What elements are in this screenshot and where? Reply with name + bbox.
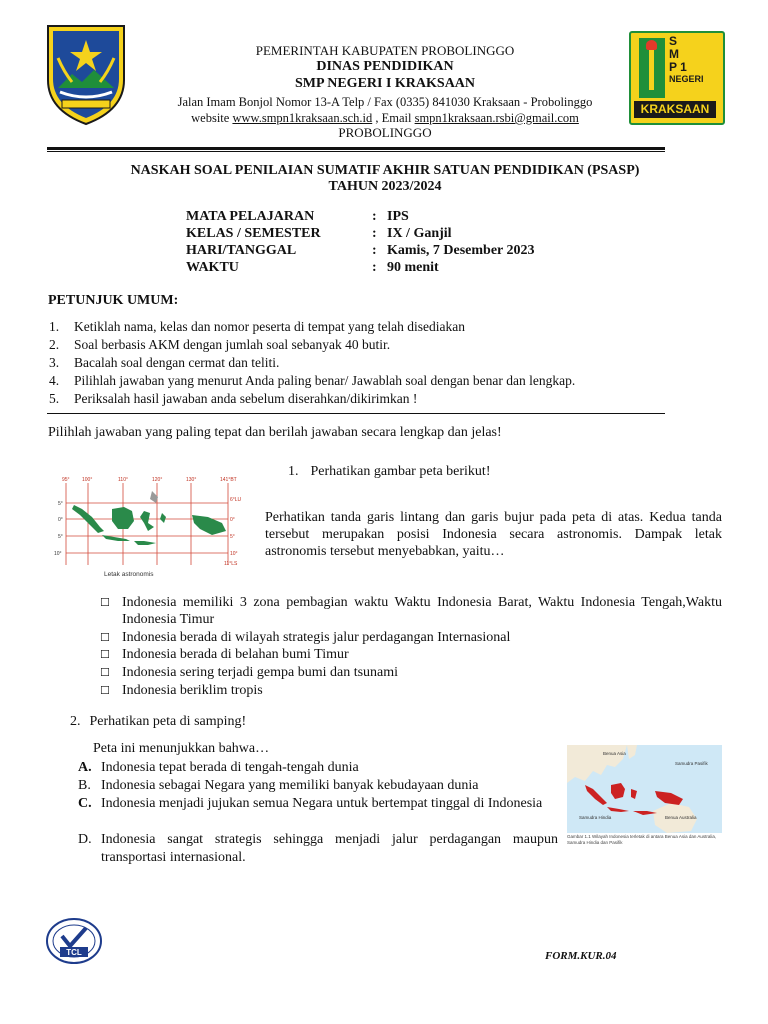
q2-region-map (567, 745, 722, 851)
meta-key: KELAS / SEMESTER (186, 226, 321, 241)
logo-number-1: 1 (680, 60, 687, 74)
q2-number: 2. (70, 714, 81, 729)
q1-option-text: Indonesia sering terjadi gempa bumi dan tsunami (122, 665, 399, 680)
q1-option[interactable] (100, 646, 722, 663)
q1-option[interactable] (100, 682, 722, 699)
meta-key: MATA PELAJARAN (186, 209, 315, 224)
q2-option-letter: A. (78, 760, 92, 775)
map-lat-label: 6°LU (230, 497, 242, 503)
q2-map-caption: Gambar 1.1 Wilayah Indonesia terletak di antara Benua Asia dan Australia, Samudra Hindia dan Pasifik (567, 834, 717, 845)
q2-option-text: Indonesia tepat berada di tengah-tengah dunia (101, 760, 359, 775)
map-lat-label: 0° (230, 517, 235, 523)
logo-negeri-text: NEGERI (669, 74, 704, 84)
instruction-num: 2. (49, 337, 60, 352)
q2-prompt-text: Perhatikan peta di samping! (89, 714, 247, 729)
q2-option-text: Indonesia sebagai Negara yang memiliki banyak kebudayaan dunia (101, 778, 479, 793)
checkbox-icon[interactable]: ☐ (100, 684, 110, 697)
email-link[interactable]: smpn1kraksaan.rsbi@gmail.com (414, 111, 579, 125)
document-title: NASKAH SOAL PENILAIAN SUMATIF AKHIR SATUAN PENDIDIKAN (PSASP) (130, 163, 640, 178)
checkbox-icon[interactable]: ☐ (100, 648, 110, 661)
map-left-lat: 10° (54, 551, 62, 557)
q1-astronomic-map (52, 473, 252, 579)
email-prefix: , Email (372, 111, 415, 125)
q1-prompt (288, 464, 490, 480)
instruction-num: 5. (49, 391, 60, 406)
q1-prompt-text: Perhatikan gambar peta berikut! (310, 464, 491, 479)
q2-option-d[interactable] (78, 831, 558, 867)
cert-logo-text: TCL (66, 948, 82, 957)
header (0, 0, 768, 150)
q2-option-b[interactable] (78, 777, 558, 795)
meta-colon: : (372, 260, 377, 275)
q2-map-label-hindia: Samudra Hindia (579, 815, 612, 820)
map-left-lat: 5° (58, 501, 63, 507)
map-lon-label: 110° (118, 477, 128, 483)
q2-option-c[interactable] (78, 795, 558, 813)
instruction-num: 1. (49, 319, 60, 334)
regency-emblem-logo (42, 22, 130, 128)
q1-option-text: Indonesia berada di belahan bumi Timur (122, 647, 349, 662)
q2-map-label-australia: Benua Australia (665, 815, 697, 820)
meta-value: Kamis, 7 Desember 2023 (387, 243, 535, 258)
instruction-text: Bacalah soal dengan cermat dan teliti. (74, 355, 280, 370)
header-address: Jalan Imam Bonjol Nomor 13-A Telp / Fax (0335) 841030 Kraksaan - Probolinggo (177, 95, 593, 109)
q1-map-graphic (52, 473, 252, 579)
header-city: PROBOLINGGO (338, 125, 432, 140)
q2-option-text: Indonesia menjadi jujukan semua Negara untuk bertempat tinggal di Indonesia (101, 796, 543, 811)
form-code: FORM.KUR.04 (545, 950, 617, 962)
meta-key: HARI/TANGGAL (186, 243, 297, 258)
q1-option[interactable] (100, 594, 722, 628)
map-left-lat: 0° (58, 517, 63, 523)
document-year: TAHUN 2023/2024 (328, 179, 442, 194)
q1-number: 1. (288, 464, 299, 479)
q1-option-text: Indonesia beriklim tropis (122, 683, 263, 698)
logo-kraksaan-band: KRAKSAAN (634, 101, 716, 118)
meta-value: IX / Ganjil (387, 226, 452, 241)
map-lon-label: 95° (62, 477, 70, 483)
map-left-lat: 5° (58, 534, 63, 540)
map-lon-label: 130° (186, 477, 197, 483)
instruction-num: 3. (49, 355, 60, 370)
q1-option[interactable] (100, 664, 722, 681)
q1-body: Perhatikan tanda garis lintang dan garis bujur pada peta di atas. Kedua tanda tersebut merupakan posisi Indonesia secara astronomis. Dampak letak astronomis tersebut menyebabkan, yaitu… (265, 510, 722, 559)
map-lat-label: 11°LS (224, 561, 238, 567)
instructions-divider (47, 413, 665, 414)
website-link[interactable]: www.smpn1kraksaan.sch.id (232, 111, 373, 125)
logo-letter-s: S (669, 34, 678, 48)
meta-value: IPS (387, 209, 409, 224)
q1-option-text: Indonesia memiliki 3 zona pembagian waktu Waktu Indonesia Barat, Waktu Indonesia Tengah,Waktu Indonesia Timur (122, 595, 722, 627)
header-line1: PEMERINTAH KABUPATEN PROBOLINGGO (255, 43, 515, 58)
header-department: DINAS PENDIDIKAN (316, 59, 454, 74)
header-contact (130, 110, 640, 126)
website-prefix: website (191, 111, 233, 125)
q2-map-label-asia: Benua Asia (603, 751, 626, 756)
meta-colon: : (372, 226, 377, 241)
meta-colon: : (372, 243, 377, 258)
logo-torch-panel (639, 38, 665, 98)
header-divider-thick (47, 147, 665, 150)
q2-option-a[interactable] (78, 759, 558, 777)
q2-prompt (70, 714, 246, 730)
instruction-text: Soal berbasis AKM dengan jumlah soal sebanyak 40 butir. (74, 337, 391, 352)
instructions-heading: PETUNJUK UMUM: (48, 293, 179, 308)
instruction-num: 4. (49, 373, 60, 388)
certification-seal-logo (46, 918, 102, 964)
map-lat-label: 5° (230, 534, 235, 540)
map-lon-label: 120° (152, 477, 163, 483)
checkbox-icon[interactable]: ☐ (100, 631, 110, 644)
school-logo (629, 31, 725, 125)
meta-value: 90 menit (387, 260, 439, 275)
q2-map-label-pacific: Samudra Pasifik (675, 761, 708, 766)
logo-letter-p: P (669, 60, 677, 74)
instruction-text: Ketiklah nama, kelas dan nomor peserta di tempat yang telah disediakan (74, 319, 465, 334)
meta-key: WAKTU (186, 260, 239, 275)
meta-colon: : (372, 209, 377, 224)
answer-intro: Pilihlah jawaban yang paling tepat dan berilah jawaban secara lengkap dan jelas! (48, 425, 502, 440)
q2-option-letter: B. (78, 778, 91, 793)
instruction-text: Periksalah hasil jawaban anda sebelum diserahkan/dikirimkan ! (74, 391, 418, 406)
q2-option-letter: D. (78, 832, 92, 847)
map-lat-label: 10° (230, 551, 238, 557)
map-lon-label: 141°BT (220, 477, 237, 483)
checkbox-icon[interactable]: ☐ (100, 596, 110, 609)
q1-option-text: Indonesia berada di wilayah strategis jalur perdagangan Internasional (122, 630, 511, 645)
header-divider-thin (47, 151, 665, 152)
map-lon-label: 100° (82, 477, 93, 483)
checkbox-icon[interactable]: ☐ (100, 666, 110, 679)
map-caption: Letak astronomis (104, 571, 154, 578)
instruction-text: Pilihlah jawaban yang menurut Anda paling benar/ Jawablah soal dengan benar dan lengkap. (74, 373, 576, 388)
q2-option-letter: C. (78, 796, 92, 811)
q2-option-text: Indonesia sangat strategis sehingga menjadi jalur perdagangan maupun transportasi internasional. (101, 832, 558, 865)
q2-stem: Peta ini menunjukkan bahwa… (93, 741, 270, 756)
q1-option[interactable] (100, 629, 722, 646)
header-school-name: SMP NEGERI I KRAKSAAN (294, 76, 476, 91)
logo-letter-m: M (669, 47, 679, 61)
